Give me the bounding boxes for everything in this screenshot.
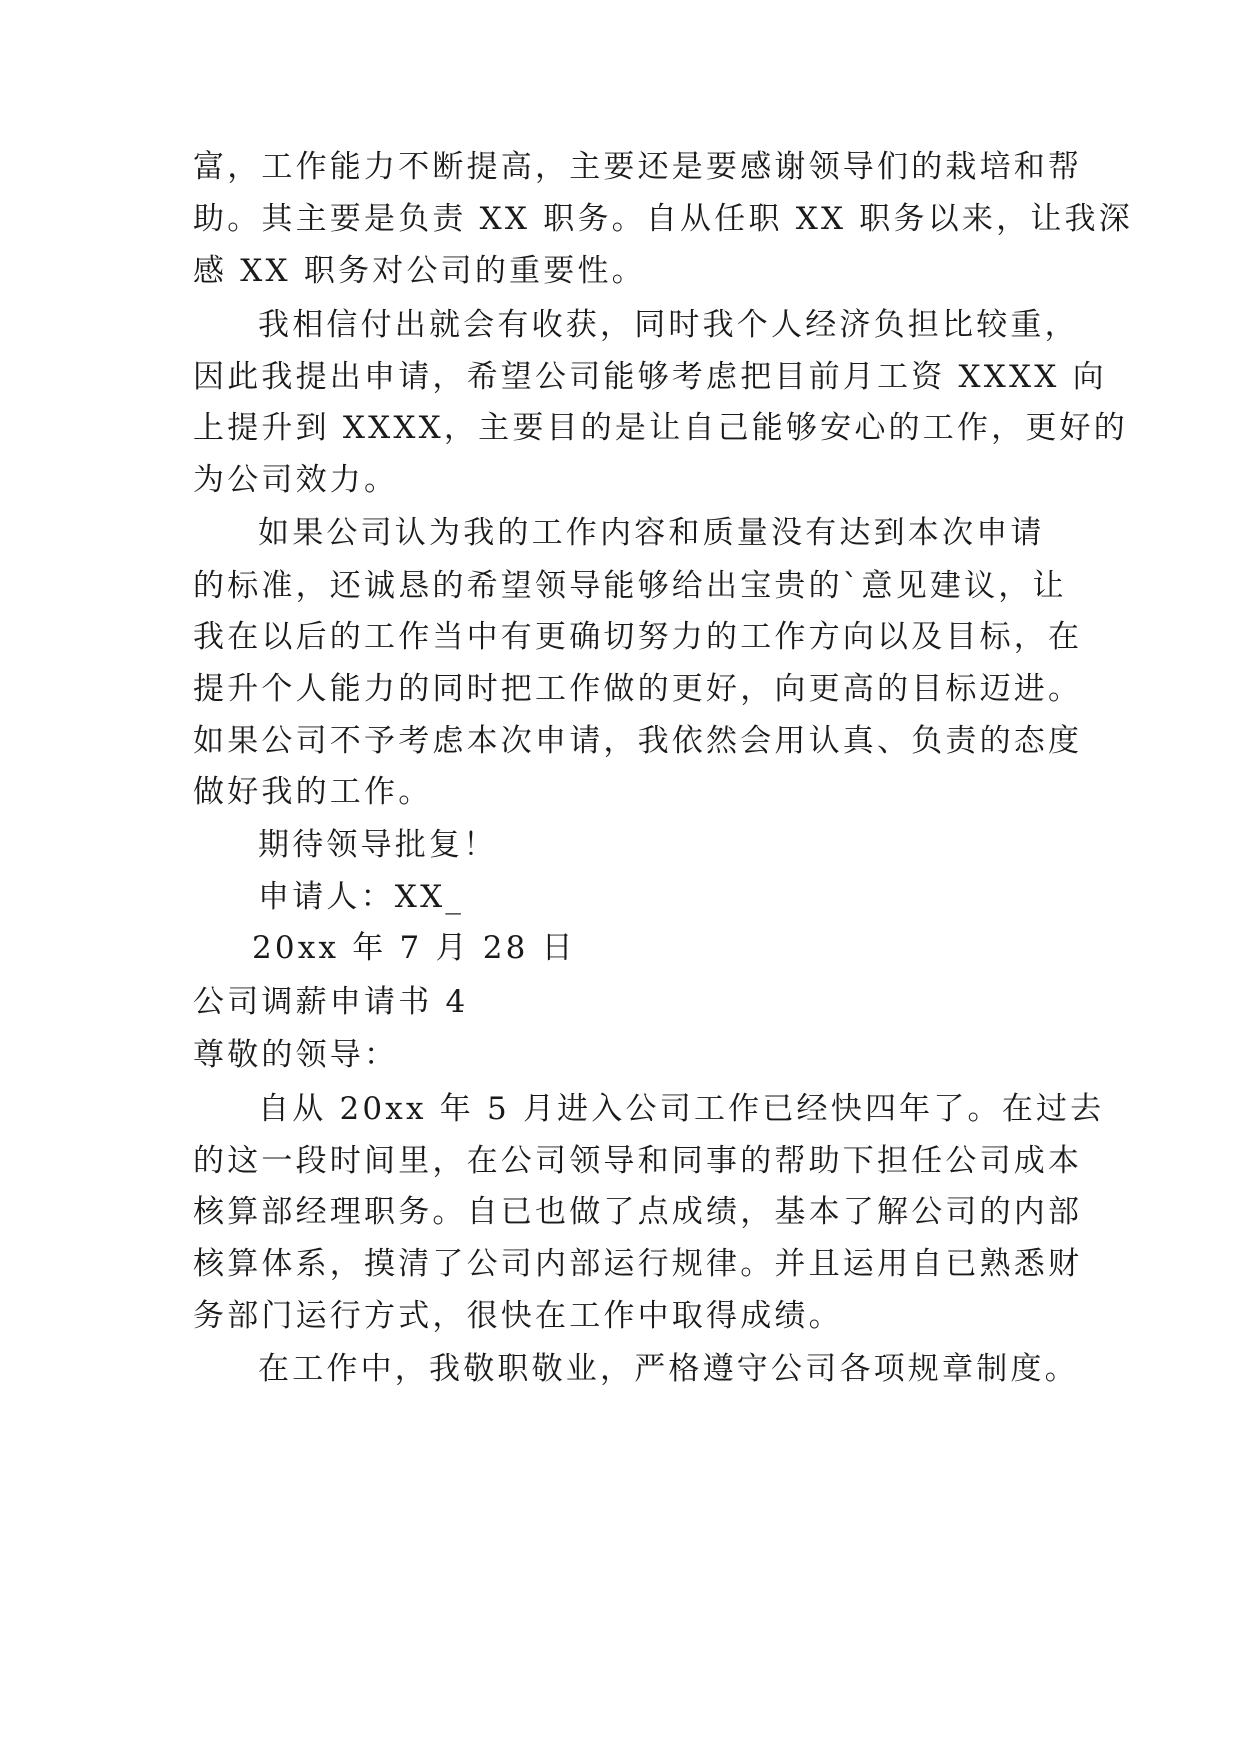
text-line: 为公司效力。 <box>193 462 399 498</box>
text-line: 富，工作能力不断提高，主要还是要感谢领导们的栽培和帮 <box>193 149 1083 185</box>
text-line: 感 XX 职务对公司的重要性。 <box>193 253 646 289</box>
text-line: 我在以后的工作当中有更确切努力的工作方向以及目标，在 <box>193 619 1083 655</box>
text-line: 务部门运行方式，很快在工作中取得成绩。 <box>193 1298 843 1334</box>
paragraph-start-line: 在工作中，我敬职敬业，严格遵守公司各项规章制度。 <box>258 1351 1079 1387</box>
applicant-line: 申请人：XX_ <box>258 879 465 915</box>
closing-line: 期待领导批复！ <box>258 827 498 863</box>
text-line: 助。其主要是负责 XX 职务。自从任职 XX 职务以来，让我深 <box>193 201 1133 237</box>
text-line: 核算部经理职务。自已也做了点成绩，基本了解公司的内部 <box>193 1194 1083 1230</box>
text-line: 的这一段时间里，在公司领导和同事的帮助下担任公司成本 <box>193 1143 1083 1179</box>
text-line: 如果公司不予考虑本次申请，我依然会用认真、负责的态度 <box>193 723 1083 759</box>
salutation: 尊敬的领导： <box>193 1037 399 1073</box>
text-line: 上提升到 XXXX，主要目的是让自己能够安心的工作，更好的 <box>193 410 1128 446</box>
text-line: 提升个人能力的同时把工作做的更好，向更高的目标迈进。 <box>193 671 1083 707</box>
text-line: 的标准，还诚恳的希望领导能够给出宝贵的`意见建议，让 <box>193 568 1067 604</box>
paragraph-start-line: 自从 20xx 年 5 月进入公司工作已经快四年了。在过去 <box>258 1091 1105 1127</box>
section-title: 公司调薪申请书 4 <box>193 984 469 1020</box>
paragraph-start-line: 我相信付出就会有收获，同时我个人经济负担比较重， <box>258 307 1079 343</box>
date-line: 20xx 年 7 月 28 日 <box>252 930 576 966</box>
text-line: 核算体系，摸清了公司内部运行规律。并且运用自已熟悉财 <box>193 1246 1083 1282</box>
text-line: 因此我提出申请，希望公司能够考虑把目前月工资 XXXX 向 <box>193 359 1107 395</box>
text-line: 做好我的工作。 <box>193 774 433 810</box>
paragraph-start-line: 如果公司认为我的工作内容和质量没有达到本次申请 <box>258 515 1045 551</box>
